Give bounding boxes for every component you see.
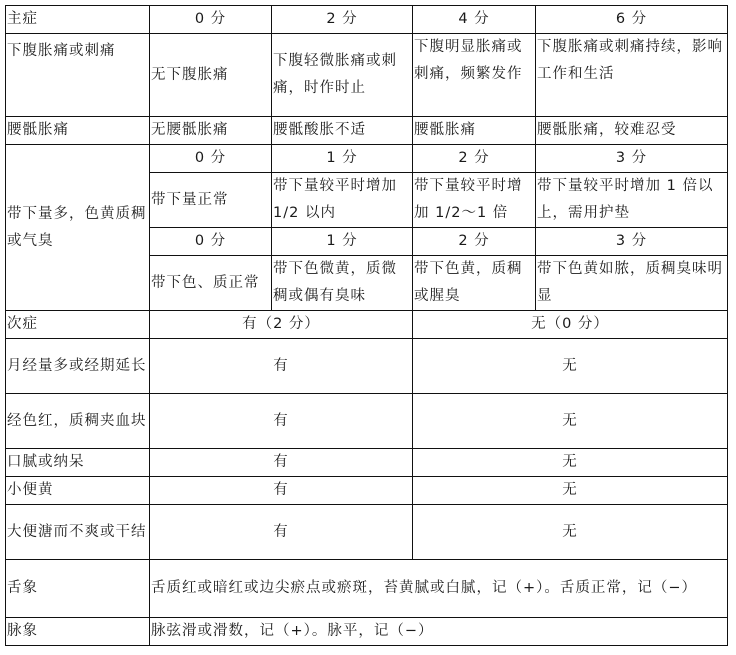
level-cell: 下腹轻微胀痛或刺痛，时作时止 [272,34,413,117]
secondary-header-row [6,311,728,339]
table-row [6,505,728,560]
score-cell: 2 分 [413,228,536,256]
pulse-row [6,618,728,646]
tongue-row [6,560,728,618]
score-cell: 0 分 [150,228,272,256]
symptom-name: 下腹胀痛或刺痛 [6,34,150,117]
level-cell: 无腰骶胀痛 [150,117,272,145]
score-cell: 2 分 [413,145,536,173]
level-cell: 腰骶酸胀不适 [272,117,413,145]
level-cell: 带下量较平时增加 1 倍以上，需用护垫 [536,173,728,228]
score-cell: 0 分 [150,145,272,173]
header-score-4: 4 分 [413,6,536,34]
header-main-symptom: 主症 [6,6,150,34]
level-cell: 带下量正常 [150,173,272,228]
table-row [6,394,728,449]
table-row [6,449,728,477]
table-row [6,477,728,505]
yes-cell: 有 [150,449,413,477]
header-secondary-symptom: 次症 [6,311,150,339]
symptom-name: 月经量多或经期延长 [6,339,150,394]
symptom-name: 腰骶胀痛 [6,117,150,145]
no-cell: 无 [413,394,728,449]
score-cell: 1 分 [272,145,413,173]
tongue-label: 舌象 [6,560,150,618]
no-cell: 无 [413,339,728,394]
score-cell: 3 分 [536,228,728,256]
header-score-2: 2 分 [272,6,413,34]
yes-cell: 有 [150,339,413,394]
yes-cell: 有 [150,477,413,505]
level-cell: 腰骶胀痛，较难忍受 [536,117,728,145]
header-yes: 有（2 分） [150,311,413,339]
table-row [6,339,728,394]
tongue-description: 舌质红或暗红或边尖瘀点或瘀斑，苔黄腻或白腻，记（+）。舌质正常，记（−） [150,560,728,618]
no-cell: 无 [413,477,728,505]
level-cell: 腰骶胀痛 [413,117,536,145]
level-cell: 带下色黄如脓，质稠臭味明显 [536,256,728,311]
header-row [6,6,728,34]
syndrome-scoring-table [5,5,728,646]
header-score-0: 0 分 [150,6,272,34]
level-cell: 下腹胀痛或刺痛持续，影响工作和生活 [536,34,728,117]
level-cell: 带下色黄，质稠或腥臭 [413,256,536,311]
table-row [6,145,728,173]
level-cell: 无下腹胀痛 [150,34,272,117]
header-no: 无（0 分） [413,311,728,339]
symptom-name: 口腻或纳呆 [6,449,150,477]
pulse-description: 脉弦滑或滑数，记（+）。脉平，记（−） [150,618,728,646]
no-cell: 无 [413,449,728,477]
level-cell: 带下色、质正常 [150,256,272,311]
symptom-name: 经色红，质稠夹血块 [6,394,150,449]
level-cell: 下腹明显胀痛或刺痛，频繁发作 [413,34,536,117]
symptom-name: 小便黄 [6,477,150,505]
symptom-name: 大便溏而不爽或干结 [6,505,150,560]
yes-cell: 有 [150,505,413,560]
level-cell: 带下量较平时增加 1/2～1 倍 [413,173,536,228]
header-score-6: 6 分 [536,6,728,34]
symptom-name: 带下量多，色黄质稠或气臭 [6,145,150,311]
table-row [6,34,728,117]
level-cell: 带下量较平时增加 1/2 以内 [272,173,413,228]
no-cell: 无 [413,505,728,560]
table-row [6,117,728,145]
score-cell: 3 分 [536,145,728,173]
yes-cell: 有 [150,394,413,449]
score-cell: 1 分 [272,228,413,256]
level-cell: 带下色微黄，质微稠或偶有臭味 [272,256,413,311]
pulse-label: 脉象 [6,618,150,646]
